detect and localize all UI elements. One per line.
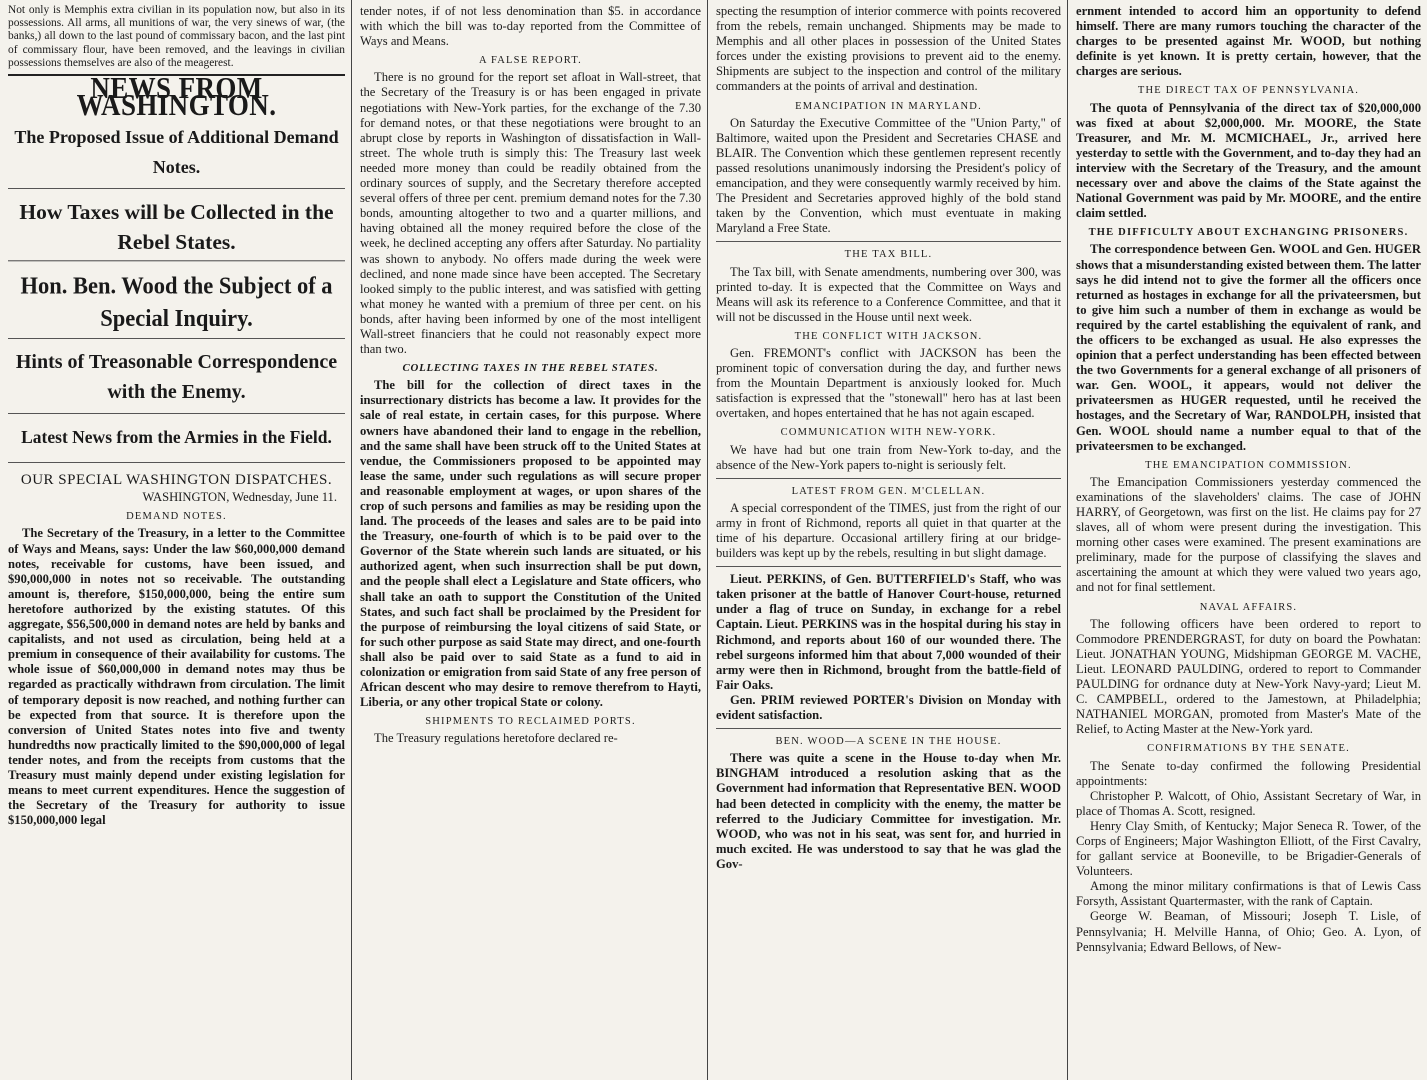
false-report-paragraph: There is no ground for the report set afloat in Wall-street, that the Secretary of the Treasury is or has been engaged in private negotiations with New-York parties, for the exchange of the 7.30 for demand notes, or that these negotiations were brought to an abrupt close by reports in Washington of dissatisfaction in Wall-street. The whole truth is simply this: The Treasury last week needed more money than could be readily obtained from the ordinary sources of supply, and the Secretary therefore accepted several offers of three per cent. premium demand notes for the 7.30 bonds, amounting altogether to two and a quarter millions, and having obtained all the money required before the close of the week, he declined accepting any offers after Saturday. No partiality was shown to anybody. No offers made during the week were declined, and none made since have been accepted. The Secretary looked simply to the public interest, and was satisfied with getting what money he wanted with a premium of three per cent. on his bonds, after having been informed by one of the most intelligent Wall-street financiers that he could not reasonably expect more than two. [360, 70, 701, 357]
jackson-paragraph: Gen. FREMONT's conflict with JACKSON has been the prominent topic of conversation during the day, and further news from the Mountain Department is anxiously looked for. Much satisfaction is expressed that the "stonewall" hero has at last been overtaken, and hopes entertained that he has not again escaped. [716, 345, 1061, 421]
deck-demand-notes: The Proposed Issue of Additional Demand Notes. [14, 127, 339, 178]
direct-tax-paragraph: The quota of Pennsylvania of the direct tax of $20,000,000 was fixed at about $2,000,000. Mr. MOORE, the State Treasurer, and Mr. M. MCMICHAEL, Jr., arrived here yesterday to settle with the Government, and to-day they had an interview with the Secretary of the Treasury, and the amount necessary over and above the claims of the State against the National Government was paid by Mr. MOORE, and the entire claim settled. [1076, 100, 1421, 221]
deck-armies: Latest News from the Armies in the Field. [8, 413, 345, 452]
divider [716, 241, 1061, 242]
mcclellan-paragraph: A special correspondent of the TIMES, just from the right of our army in front of Richmond, reports all quiet in that quarter at the time of his departure. Occasional artillery firing at our bridge-builders was kept up by the rebels, resulting in but slight damage. [716, 500, 1061, 561]
ben-wood-paragraph: There was quite a scene in the House to-day when Mr. BINGHAM introduced a resolution asking that as the Government had information that Representative BEN. WOOD had been detected in complicity with the enemy, the matter be referred to the Judiciary Committee for investigation. Mr. WOOD, who was not in his seat, was sent for, and hurried in much excited. He was understood to say that he was glad the Gov- [716, 751, 1061, 871]
subhead-emancipation-commission: THE EMANCIPATION COMMISSION. [1145, 459, 1352, 471]
deck-ben-wood: Hon. Ben. Wood the Subject of a Special Inquiry. [8, 260, 345, 335]
naval-affairs-paragraph: The following officers have been ordered to report to Commodore PRENDERGRAST, for duty on board the Powhatan: Lieut. JONATHAN YOUNG, Midshipman GEORGE M. VACHE, Lieut. LEONARD PAULDING, ordered to report to Commander PAULDING for ordnance duty at New-York Navy-yard; Lieut M. C. CAMPBELL, ordered to the Jamestown, at Philadelphia; NATHANIEL MORGAN, promoted from Master's Mate of the Relief, to Acting Master at the New-York yard. [1076, 616, 1421, 737]
deck-treasonable: Hints of Treasonable Correspondence with the Enemy. [8, 338, 345, 407]
main-headline: NEWS FROM WASHINGTON. [76, 71, 277, 122]
tax-bill-paragraph: The Tax bill, with Senate amendments, numbering over 300, was printed to-day. It is expected that the Committee on Ways and Means will ask its reference to a Conference Committee, and that it will not be discussed in the House until next week. [716, 264, 1061, 324]
subhead-false-report: A FALSE REPORT. [478, 55, 583, 67]
confirmations-walcott: Christopher P. Walcott, of Ohio, Assistant Secretary of War, in place of Thomas A. Scott, resigned. [1076, 788, 1421, 818]
column-1 [0, 0, 352, 1080]
confirmations-generals: Henry Clay Smith, of Kentucky; Major Seneca R. Tower, of the Corps of Engineers; Major Washington Elliott, of the First Cavalry, for gallant service at Booneville, to be Brigadier-Generals of Volunteers. [1076, 818, 1421, 879]
subhead-new-york: COMMUNICATION WITH NEW-YORK. [780, 427, 997, 439]
special-dispatches-title: OUR SPECIAL WASHINGTON DISPATCHES. [8, 462, 345, 488]
subhead-tax-bill: THE TAX BILL. [844, 249, 933, 261]
new-york-paragraph: We have had but one train from New-York to-day, and the absence of the New-York papers to-night is seriously felt. [716, 442, 1061, 472]
demand-notes-paragraph: The Secretary of the Treasury, in a letter to the Committee of Ways and Means, says: Under the law $60,000,000 demand notes, receivable for customs, have been issued, and $90,000,000 in notes not so receivable. The outstanding amount is, therefore, $150,000,000, being the entire sum heretofore authorized by the existing statutes. Of this aggregate, $56,500,000 in demand notes are held by banks and capitalists, and not used as circulation, being held at a premium in consequence of their availability for customs. The whole issue of $60,000,000 in demand notes may thus be regarded as practically withdrawn from circulation. The limit of temporary deposit is now reached, and nothing further can be expected from that source. It is therefore upon the conversion of United States notes into five and twenty hundredths now practically limited to the $90,000,000 of legal tender notes, and from the receipts from customs that the Treasury must mainly depend under existing legislation for means to meet current expenditures. Hence the suggestion of the Secretary of the Treasury for authority to issue $150,000,000 legal [8, 526, 345, 828]
subhead-ben-wood: BEN. WOOD—A SCENE IN THE HOUSE. [775, 736, 1002, 748]
subhead-collecting-taxes: COLLECTING TAXES IN THE REBEL STATES. [402, 362, 659, 375]
continued-paragraph: tender notes, if of not less denomination than $5. in accordance with which the bill was to-day reported from the Committee of Ways and Means. [360, 4, 701, 49]
continued-paragraph: specting the resumption of interior commerce with points recovered from the rebels, remain unchanged. Shipments may be made to Memphis and all other places in possession of the United States forces under the existing provisions to prevent aid to the enemy. Shipments are subject to the inspection and control of the military commanders at the points of arrival and destination. [716, 4, 1061, 94]
perkins-paragraph: Lieut. PERKINS, of Gen. BUTTERFIELD's Staff, who was taken prisoner at the battle of Hanover Court-house, returned under a flag of truce on Sunday, in exchange for a rebel Captain. Lieut. PERKINS was in the hospital during his stay in Richmond, and reports about 160 of our wounded there. The rebel surgeons informed him that about 7,000 wounded of their army were then in Richmond, brought from the battle-field of Fair Oaks. [716, 572, 1061, 692]
emancipation-commission-paragraph: The Emancipation Commissioners yesterday commenced the examinations of the slaveholders' claims. The case of JOHN HARRY, of Georgetown, was first on the list. He claims pay for 27 slaves, all of whom were present during the investigation. This morning other cases were examined. The present examinations are preliminary, made for the purpose of classifying the slaves and ascertaining the amount at which they were valued two years ago, and not for final settlement. [1076, 474, 1421, 595]
subhead-demand-notes: DEMAND NOTES. [126, 511, 227, 523]
confirmations-others: George W. Beaman, of Missouri; Joseph T. Lisle, of Pennsylvania; H. Melville Hanna, of Ohio; Geo. A. Lyon, of Pennsylvania; Edward Bellows, of New- [1076, 909, 1421, 954]
divider [716, 728, 1061, 729]
subhead-confirmations: CONFIRMATIONS BY THE SENATE. [1147, 743, 1350, 755]
divider [716, 478, 1061, 479]
prim-paragraph: Gen. PRIM reviewed PORTER's Division on Monday with evident satisfaction. [716, 692, 1061, 723]
subhead-direct-tax: THE DIRECT TAX OF PENNSYLVANIA. [1137, 85, 1360, 97]
confirmations-intro: The Senate to-day confirmed the following Presidential appointments: [1076, 758, 1421, 788]
lead-paragraph: Not only is Memphis extra civilian in its population now, but also in its possessions. All arms, all munitions of war, the very sinews of war, (the banks,) all down to the last pound of commissary bacon, and the last pint of commissary flour, have been removed, and the leavings in civilian possessions themselves are also of the meagerest. [8, 4, 345, 76]
confirmations-forsyth: Among the minor military confirmations is that of Lewis Cass Forsyth, Assistant Quartermaster, with the rank of Captain. [1076, 879, 1421, 909]
shipments-paragraph: The Treasury regulations heretofore declared re- [374, 731, 618, 746]
deck-taxes: How Taxes will be Collected in the Rebel States. [8, 188, 345, 257]
column-4 [1068, 0, 1427, 1080]
column-2 [352, 0, 708, 1080]
prisoners-paragraph: The correspondence between Gen. WOOL and Gen. HUGER shows that a misunderstanding existed between them. The latter says he did intend not to give the former all the officers once returned as hostages in exchange for all the privateersmen, but to give him such a number of them in exchange as would be required by the cartel establishing the equivalent of rank, and the officers to be exchanged as usual. He also expresses the opinion that a perfect understanding has been effected between the two Governments for a general exchange of all prisoners of war. Gen. WOOL, it appears, would not deliver the privateersmen as HUGER requested, until he received the hostages, and the Secretary of War, RANDOLPH, insisted that Gen. WOOL should name a number equal to that of the privateersmen to be exchanged. [1076, 242, 1421, 453]
subhead-mcclellan: LATEST FROM GEN. M'CLELLAN. [791, 485, 986, 497]
column-3 [708, 0, 1068, 1080]
subhead-jackson: THE CONFLICT WITH JACKSON. [794, 330, 983, 342]
subhead-emancipation-maryland: EMANCIPATION IN MARYLAND. [795, 100, 982, 112]
subhead-naval-affairs: NAVAL AFFAIRS. [1199, 601, 1298, 613]
dateline: WASHINGTON, Wednesday, June 11. [142, 490, 337, 505]
continued-paragraph: ernment intended to accord him an opportunity to defend himself. There are many rumors touching the character of the charges to be presented against Mr. WOOD, but nothing definite is yet known. It is pretty certain, however, that the charges are serious. [1076, 4, 1421, 79]
divider [716, 566, 1061, 567]
subhead-shipments: SHIPMENTS TO RECLAIMED PORTS. [425, 716, 636, 728]
collecting-taxes-paragraph: The bill for the collection of direct taxes in the insurrectionary districts has become a law. It provides for the sale of real estate, in certain cases, for this purpose. Where owners have abandoned their land to engage in the rebellion, and the same shall have been struck off to the United States at vendue, the Commissioners proposed to be appointed may lease the same, under such regulations as will secure proper and reasonable employment at wages, or upon shares of the crop of such persons and families as may be residing upon the land. The proceeds of the leases and sales are to be paid into the Treasury, one-fourth of which is to be paid over to the Governor of the State wherein such lands are situated, or his authorized agent, when such insurrection shall be put down, and the people shall elect a Legislature and State officers, who shall take an oath to support the Constitution of the United States, and such fact shall be proclaimed by the President for the purpose of reimbursing the loyal citizens of said State, or for such other purpose as said State may direct, and one-fourth shall also be paid over to said State as a fund to aid in colonization or emigration from said State of any free person of African descent who may desire to remove therefrom to Hayti, Liberia, or any other tropical State or colony. [360, 378, 701, 710]
emancipation-maryland-paragraph: On Saturday the Executive Committee of the "Union Party," of Baltimore, waited upon the President and Secretaries CHASE and BLAIR. The Convention which these gentlemen represent recently passed resolutions unanimously indorsing the President's policy of emancipation, and they were consequently warmly received by him. The President and Secretaries approved highly of the bold stand taken by the Convention, which must eventuate in making Maryland a Free State. [716, 115, 1061, 236]
subhead-prisoners: THE DIFFICULTY ABOUT EXCHANGING PRISONERS. [1088, 227, 1409, 239]
